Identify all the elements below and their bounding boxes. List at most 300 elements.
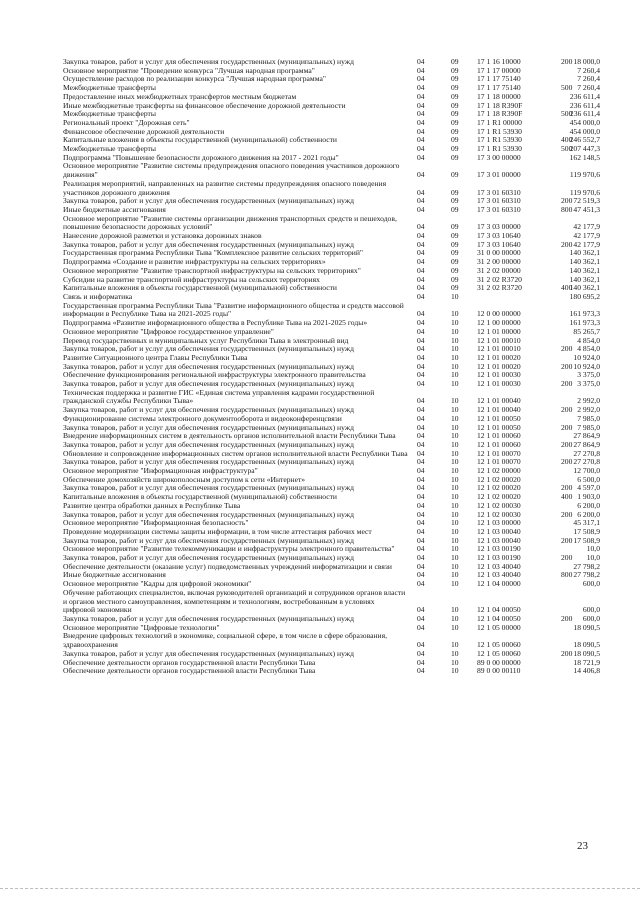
row-subsection: 09: [451, 100, 459, 110]
row-section: 04: [417, 500, 425, 510]
row-name: Внедрение цифровых технологий в экономике, социальной сфере, в том числе в сфере образования, здравоохранения: [63, 631, 387, 650]
row-section: 04: [417, 439, 425, 449]
row-subsection: 09: [451, 196, 459, 206]
row-target-article: 17 3 01 00000: [477, 170, 521, 180]
row-target-article: 17 1 R1 53930: [477, 135, 522, 145]
row-target-article: 17 1 R1 00000: [477, 117, 522, 127]
row-amount: 7 985,0: [577, 413, 600, 423]
row-amount: 17 508,9: [573, 535, 600, 545]
row-name: Обеспечение домохозяйств широкополосным доступом к сети «Интернет»: [63, 474, 306, 484]
row-target-article: 17 1 18 00000: [477, 91, 521, 101]
row-amount: 18 090,5: [573, 640, 600, 650]
row-subsection: 10: [451, 648, 459, 658]
row-name: Закупка товаров, работ и услуг для обеспечения государственных (муниципальных) нужд: [63, 553, 354, 563]
row-subsection: 09: [451, 170, 459, 180]
row-name: Обеспечение деятельности (оказание услуг) подведомственных учреждений информатизации и связи: [63, 561, 392, 571]
row-subsection: 10: [451, 657, 459, 667]
row-expense-type: 400: [561, 492, 573, 502]
row-amount: 600,0: [582, 614, 600, 623]
row-subsection: 10: [451, 570, 459, 580]
row-target-article: 31 2 02 R3720: [477, 274, 522, 284]
row-expense-type: 800: [561, 570, 573, 580]
row-section: 04: [417, 544, 425, 554]
row-subsection: 10: [451, 431, 459, 441]
row-section: 04: [417, 170, 425, 180]
row-target-article: 89 0 00 00110: [477, 666, 521, 676]
row-subsection: 10: [451, 291, 459, 301]
row-target-article: 12 1 03 00040: [477, 535, 521, 545]
row-name: Подпрограмма «Создание и развитие инфраструктуры на сельских территориях»: [63, 257, 326, 267]
row-expense-type: 200: [561, 535, 573, 545]
row-target-article: 12 1 04 00000: [477, 579, 521, 589]
row-target-article: 17 3 01 60310: [477, 204, 521, 214]
row-target-article: 17 1 16 10000: [477, 57, 521, 66]
row-subsection: 09: [451, 74, 459, 84]
row-expense-type: 500: [561, 109, 573, 119]
row-name: Реализация мероприятий, направленных на развитие системы предупреждения опасного поведения участников дорожного движения: [63, 178, 387, 197]
row-amount: 27 798,2: [573, 561, 600, 571]
table-row: [63, 632, 600, 649]
row-name: Подпрограмма «Развитие информационного общества в Республике Тыва на 2021-2025 годы»: [63, 318, 368, 328]
row-expense-type: 400: [561, 135, 573, 145]
row-amount: 236 611,4: [569, 100, 600, 110]
row-name: Межбюджетные трансферты: [63, 144, 156, 154]
row-name: Основное мероприятие "Цифровые технологии": [63, 622, 220, 632]
row-expense-type: 200: [561, 509, 573, 519]
row-target-article: 12 1 04 00050: [477, 605, 521, 615]
row-subsection: 10: [451, 500, 459, 510]
row-amount: 27 270,8: [573, 457, 600, 467]
row-section: 04: [417, 274, 425, 284]
row-name: Закупка товаров, работ и услуг для обеспечения государственных (муниципальных) нужд: [63, 439, 354, 449]
row-target-article: 12 1 02 00020: [477, 474, 521, 484]
row-target-article: 17 1 17 00000: [477, 65, 521, 75]
row-target-article: 12 1 02 00020: [477, 492, 521, 502]
row-section: 04: [417, 283, 425, 293]
row-subsection: 09: [451, 274, 459, 284]
row-name: Связь и информатика: [63, 291, 133, 301]
row-name: Закупка товаров, работ и услуг для обеспечения государственных (муниципальных) нужд: [63, 422, 354, 432]
row-target-article: 12 1 03 40040: [477, 561, 521, 571]
row-amount: 47 451,3: [573, 204, 600, 214]
row-section: 04: [417, 83, 425, 93]
row-name: Обеспечение функционирования региональной инфраструктуры электронного правительства: [63, 370, 366, 380]
row-target-article: 17 3 01 60310: [477, 196, 521, 206]
row-target-article: 12 1 01 00040: [477, 405, 521, 415]
row-amount: 18 000,0: [573, 57, 600, 66]
row-target-article: 12 1 01 00070: [477, 448, 521, 458]
row-target-article: 12 1 02 00030: [477, 500, 521, 510]
row-subsection: 09: [451, 239, 459, 249]
row-expense-type: 200: [561, 483, 573, 493]
row-name: Перевод государственных и муниципальных услуг Республики Тыва в электронный вид: [63, 335, 349, 345]
row-section: 04: [417, 509, 425, 519]
page-number: 23: [577, 840, 588, 852]
row-section: 04: [417, 291, 425, 301]
row-name: Закупка товаров, работ и услуг для обеспечения государственных (муниципальных) нужд: [63, 379, 354, 389]
row-amount: 119 970,6: [569, 170, 600, 180]
row-section: 04: [417, 187, 425, 197]
row-section: 04: [417, 640, 425, 650]
table-row: [63, 667, 600, 676]
row-section: 04: [417, 405, 425, 415]
row-section: 04: [417, 492, 425, 502]
row-name: Закупка товаров, работ и услуг для обеспечения государственных (муниципальных) нужд: [63, 405, 354, 415]
row-amount: 3 375,0: [577, 379, 600, 389]
row-amount: 180 695,2: [569, 291, 600, 301]
row-subsection: 09: [451, 231, 459, 241]
row-name: Нанесение дорожной разметки и установка дорожных знаков: [63, 231, 262, 241]
row-target-article: 17 3 03 00000: [477, 222, 521, 232]
row-name: Закупка товаров, работ и услуг для обеспечения государственных (муниципальных) нужд: [63, 361, 354, 371]
row-name: Капитальные вложения в объекты государственной (муниципальной) собственности: [63, 135, 337, 145]
row-name: Развитие центра обработки данных в Республике Тыва: [63, 500, 241, 510]
row-expense-type: 200: [561, 405, 573, 415]
row-target-article: 12 1 03 00190: [477, 544, 521, 554]
row-subsection: 09: [451, 283, 459, 293]
row-section: 04: [417, 570, 425, 580]
row-name: Межбюджетные трансферты: [63, 83, 156, 93]
row-amount: 2 992,0: [577, 405, 600, 415]
row-target-article: 12 1 05 00000: [477, 622, 521, 632]
row-subsection: 10: [451, 466, 459, 476]
row-subsection: 09: [451, 91, 459, 101]
row-amount: 236 611,4: [569, 91, 600, 101]
row-section: 04: [417, 553, 425, 563]
row-target-article: 12 1 01 00070: [477, 457, 521, 467]
row-name: Межбюджетные трансферты: [63, 109, 156, 119]
row-amount: 17 508,9: [573, 526, 600, 536]
row-subsection: 10: [451, 553, 459, 563]
row-target-article: 17 1 17 75140: [477, 83, 521, 93]
row-amount: 454 000,0: [569, 117, 600, 127]
table-row: [63, 180, 600, 197]
row-name: Основное мероприятие "Развитие системы предупреждения опасного поведения участников дорожного движения": [63, 161, 400, 180]
row-subsection: 10: [451, 413, 459, 423]
row-amount: 2 992,0: [577, 396, 600, 406]
table-row: [63, 389, 600, 406]
row-target-article: 12 1 02 00000: [477, 466, 521, 476]
row-name: Иные бюджетные ассигнования: [63, 204, 166, 214]
table-row: [63, 162, 600, 179]
table-row: [63, 589, 600, 615]
row-name: Обучение работающих специалистов, включая руководителей организаций и сотрудников органов власти и органов местного самоуправления, компетенциям и технологиям, востребованным в условиях цифровой экономики: [63, 587, 406, 615]
row-name: Капитальные вложения в объекты государственной (муниципальной) собственности: [63, 283, 337, 293]
row-name: Закупка товаров, работ и услуг для обеспечения государственных (муниципальных) нужд: [63, 483, 354, 493]
row-subsection: 10: [451, 396, 459, 406]
row-expense-type: 200: [561, 614, 573, 623]
row-name: Основное мероприятие "Развитие системы организации движения транспортных средств и пешеходов, повышение безопасности дорожных условий": [63, 213, 397, 232]
row-section: 04: [417, 318, 425, 328]
row-amount: 236 611,4: [569, 109, 600, 119]
row-name: Капитальные вложения в объекты государственной (муниципальной) собственности: [63, 492, 337, 502]
row-amount: 18 721,9: [573, 657, 600, 667]
row-subsection: 10: [451, 361, 459, 371]
row-amount: 18 090,5: [573, 648, 600, 658]
row-section: 04: [417, 109, 425, 119]
row-subsection: 09: [451, 144, 459, 154]
row-amount: 7 260,4: [577, 83, 600, 93]
row-subsection: 10: [451, 483, 459, 493]
row-target-article: 12 1 05 00060: [477, 640, 521, 650]
row-subsection: 09: [451, 265, 459, 275]
row-section: 04: [417, 483, 425, 493]
row-subsection: 09: [451, 187, 459, 197]
row-name: Закупка товаров, работ и услуг для обеспечения государственных (муниципальных) нужд: [63, 614, 354, 623]
row-amount: 1 903,0: [577, 492, 600, 502]
footer-divider: [0, 888, 640, 889]
row-expense-type: 200: [561, 457, 573, 467]
row-name: Иные бюджетные ассигнования: [63, 570, 166, 580]
row-expense-type: 200: [561, 439, 573, 449]
budget-table: [63, 58, 600, 676]
row-subsection: 09: [451, 222, 459, 232]
row-section: 04: [417, 379, 425, 389]
row-expense-type: 200: [561, 379, 573, 389]
row-amount: 27 798,2: [573, 570, 600, 580]
row-amount: 6 500,0: [577, 474, 600, 484]
row-target-article: 17 3 03 10640: [477, 231, 521, 241]
row-target-article: 12 1 01 00000: [477, 326, 521, 336]
row-amount: 7 260,4: [577, 65, 600, 75]
row-expense-type: 200: [561, 344, 573, 354]
row-name: Основное мероприятие "Информационная инфраструктура": [63, 466, 258, 476]
row-amount: 4 597,0: [577, 483, 600, 493]
row-section: 04: [417, 309, 425, 319]
row-amount: 600,0: [582, 579, 600, 589]
row-amount: 7 260,4: [577, 74, 600, 84]
row-section: 04: [417, 326, 425, 336]
row-section: 04: [417, 614, 425, 623]
row-name: Государственная программа Республики Тыва "Развитие информационного общества и средств массовой информации в Республике Тыва на 2021-2025 годы": [63, 300, 404, 319]
row-name: Финансовое обеспечение дорожной деятельности: [63, 126, 225, 136]
row-name: Проведение модернизации системы защиты информации, в том числе аттестация рабочих мест: [63, 526, 372, 536]
row-name: Закупка товаров, работ и услуг для обеспечения государственных (муниципальных) нужд: [63, 239, 354, 249]
row-name: Основное мероприятие "Кадры для цифровой экономики": [63, 579, 252, 589]
row-section: 04: [417, 361, 425, 371]
row-section: 04: [417, 413, 425, 423]
row-section: 04: [417, 466, 425, 476]
row-target-article: 12 1 01 00040: [477, 396, 521, 406]
row-section: 04: [417, 422, 425, 432]
row-amount: 140 362,1: [569, 248, 600, 258]
row-target-article: 31 0 00 00000: [477, 248, 521, 258]
row-subsection: 10: [451, 535, 459, 545]
row-name: Государственная программа Республики Тыва "Комплексное развитие сельских территорий": [63, 248, 364, 258]
row-name: Основное мероприятие "Проведение конкурса "Лучшая народная программа": [63, 65, 315, 75]
row-section: 04: [417, 657, 425, 667]
row-subsection: 10: [451, 561, 459, 571]
row-section: 04: [417, 535, 425, 545]
row-subsection: 10: [451, 439, 459, 449]
row-expense-type: 200: [561, 553, 573, 563]
row-target-article: 12 1 01 00020: [477, 352, 521, 362]
row-name: Закупка товаров, работ и услуг для обеспечения государственных (муниципальных) нужд: [63, 196, 354, 206]
row-subsection: 10: [451, 474, 459, 484]
row-name: Предоставление иных межбюджетных трансфертов местным бюджетам: [63, 91, 297, 101]
row-subsection: 09: [451, 57, 459, 66]
row-expense-type: 500: [561, 83, 573, 93]
row-section: 04: [417, 74, 425, 84]
row-section: 04: [417, 448, 425, 458]
row-amount: 12 700,0: [573, 466, 600, 476]
row-expense-type: 200: [561, 648, 573, 658]
row-target-article: 12 1 02 00030: [477, 509, 521, 519]
row-section: 04: [417, 474, 425, 484]
row-amount: 246 552,7: [569, 135, 600, 145]
row-expense-type: 500: [561, 144, 573, 154]
row-section: 04: [417, 117, 425, 127]
row-subsection: 09: [451, 65, 459, 75]
row-section: 04: [417, 396, 425, 406]
row-target-article: 12 1 01 00060: [477, 431, 521, 441]
row-amount: 161 973,3: [569, 309, 600, 319]
row-section: 04: [417, 431, 425, 441]
row-name: Техническая поддержка и развитие ГИС «Единая система управления кадрами государственной гражданской службы Республики Тыва»: [63, 387, 375, 406]
row-name: Основное мероприятие "Развитие транспортной инфраструктуры на сельских территориях": [63, 265, 361, 275]
row-subsection: 10: [451, 326, 459, 336]
row-section: 04: [417, 65, 425, 75]
row-target-article: 12 0 00 00000: [477, 309, 521, 319]
row-amount: 27 270,8: [573, 448, 600, 458]
row-subsection: 09: [451, 204, 459, 214]
row-amount: 119 970,6: [569, 187, 600, 197]
row-expense-type: 800: [561, 204, 573, 214]
row-target-article: 12 1 05 00060: [477, 648, 521, 658]
row-subsection: 09: [451, 248, 459, 258]
row-subsection: 09: [451, 257, 459, 267]
row-amount: 14 406,8: [573, 666, 600, 676]
row-name: Обеспечение деятельности органов государственной власти Республики Тыва: [63, 657, 316, 667]
row-target-article: 31 2 02 00000: [477, 265, 521, 275]
row-name: Закупка товаров, работ и услуг для обеспечения государственных (муниципальных) нужд: [63, 648, 354, 658]
table-row: [63, 215, 600, 232]
row-amount: 10,0: [586, 553, 600, 563]
row-amount: 10 924,0: [573, 352, 600, 362]
row-subsection: 10: [451, 448, 459, 458]
row-section: 04: [417, 457, 425, 467]
row-subsection: 09: [451, 135, 459, 145]
table-row: [63, 302, 600, 319]
row-section: 04: [417, 370, 425, 380]
row-subsection: 10: [451, 622, 459, 632]
row-expense-type: 200: [561, 239, 573, 249]
row-subsection: 10: [451, 344, 459, 354]
row-amount: 85 265,7: [573, 326, 600, 336]
row-target-article: 12 1 01 00030: [477, 379, 521, 389]
row-name: Функционирование системы электронного документооборота и видеоконференцсвязи: [63, 413, 342, 423]
row-name: Подпрограмма "Повышение безопасности дорожного движения на 2017 - 2021 годы": [63, 152, 339, 162]
row-target-article: 17 3 03 10640: [477, 239, 521, 249]
row-subsection: 10: [451, 526, 459, 536]
row-target-article: 12 1 01 00030: [477, 370, 521, 380]
row-amount: 161 973,3: [569, 318, 600, 328]
row-expense-type: 200: [561, 57, 573, 66]
row-amount: 42 177,9: [573, 231, 600, 241]
row-amount: 10 924,0: [573, 361, 600, 371]
row-subsection: 10: [451, 509, 459, 519]
row-name: Иные межбюджетные трансферты на финансовое обеспечение дорожной деятельности: [63, 100, 346, 110]
row-section: 04: [417, 526, 425, 536]
row-subsection: 09: [451, 152, 459, 162]
row-name: Обеспечение деятельности органов государственной власти Республики Тыва: [63, 666, 316, 676]
row-subsection: 10: [451, 666, 459, 676]
row-amount: 162 148,5: [569, 152, 600, 162]
row-subsection: 10: [451, 544, 459, 554]
row-amount: 140 362,1: [569, 257, 600, 267]
row-amount: 6 200,0: [577, 509, 600, 519]
row-amount: 140 362,1: [569, 265, 600, 275]
row-target-article: 31 2 00 00000: [477, 257, 521, 267]
row-target-article: 31 2 02 R3720: [477, 283, 522, 293]
row-expense-type: 400: [561, 283, 573, 293]
row-amount: 45 317,1: [573, 518, 600, 528]
row-section: 04: [417, 231, 425, 241]
row-target-article: 12 1 01 00010: [477, 335, 521, 345]
row-section: 04: [417, 605, 425, 615]
row-name: Закупка товаров, работ и услуг для обеспечения государственных (муниципальных) нужд: [63, 57, 354, 66]
row-subsection: 10: [451, 405, 459, 415]
row-name: Основное мероприятие "Информационная безопасность": [63, 518, 249, 528]
row-subsection: 10: [451, 422, 459, 432]
row-amount: 27 864,9: [573, 431, 600, 441]
row-target-article: 17 1 R1 53930: [477, 144, 522, 154]
row-target-article: 17 1 18 R390F: [477, 100, 523, 110]
row-name: Закупка товаров, работ и услуг для обеспечения государственных (муниципальных) нужд: [63, 509, 354, 519]
row-section: 04: [417, 57, 425, 66]
row-target-article: 12 1 03 00040: [477, 526, 521, 536]
row-amount: 6 200,0: [577, 500, 600, 510]
row-amount: 600,0: [582, 605, 600, 615]
row-expense-type: 200: [561, 422, 573, 432]
row-section: 04: [417, 152, 425, 162]
row-target-article: 12 1 04 00050: [477, 614, 521, 623]
row-name: Закупка товаров, работ и услуг для обеспечения государственных (муниципальных) нужд: [63, 344, 354, 354]
row-subsection: 10: [451, 352, 459, 362]
row-target-article: 17 1 18 R390F: [477, 109, 523, 119]
row-subsection: 10: [451, 379, 459, 389]
row-subsection: 10: [451, 457, 459, 467]
row-expense-type: 200: [561, 196, 573, 206]
row-name: Субсидии на развитие транспортной инфраструктуры на сельских территориях: [63, 274, 320, 284]
row-target-article: 12 1 01 00050: [477, 422, 521, 432]
row-subsection: 10: [451, 605, 459, 615]
row-target-article: 12 1 03 00190: [477, 553, 521, 563]
row-amount: 42 177,9: [573, 239, 600, 249]
row-amount: 18 090,5: [573, 622, 600, 632]
row-section: 04: [417, 222, 425, 232]
row-subsection: 09: [451, 83, 459, 93]
row-target-article: 17 3 00 00000: [477, 152, 521, 162]
row-target-article: 12 1 01 00050: [477, 413, 521, 423]
row-target-article: 12 1 01 00010: [477, 344, 521, 354]
row-target-article: 12 1 02 00020: [477, 483, 521, 493]
row-subsection: 10: [451, 335, 459, 345]
row-target-article: 17 1 17 75140: [477, 74, 521, 84]
row-expense-type: 200: [561, 361, 573, 371]
row-section: 04: [417, 204, 425, 214]
table-row: [63, 284, 600, 293]
row-name: Внедрение информационных систем в деятельность органов исполнительной власти Республики Тыва: [63, 431, 396, 441]
row-section: 04: [417, 257, 425, 267]
row-target-article: 89 0 00 00000: [477, 657, 521, 667]
row-section: 04: [417, 239, 425, 249]
row-subsection: 09: [451, 117, 459, 127]
row-amount: 454 000,0: [569, 126, 600, 136]
row-amount: 3 375,0: [577, 370, 600, 380]
row-subsection: 10: [451, 309, 459, 319]
row-section: 04: [417, 335, 425, 345]
